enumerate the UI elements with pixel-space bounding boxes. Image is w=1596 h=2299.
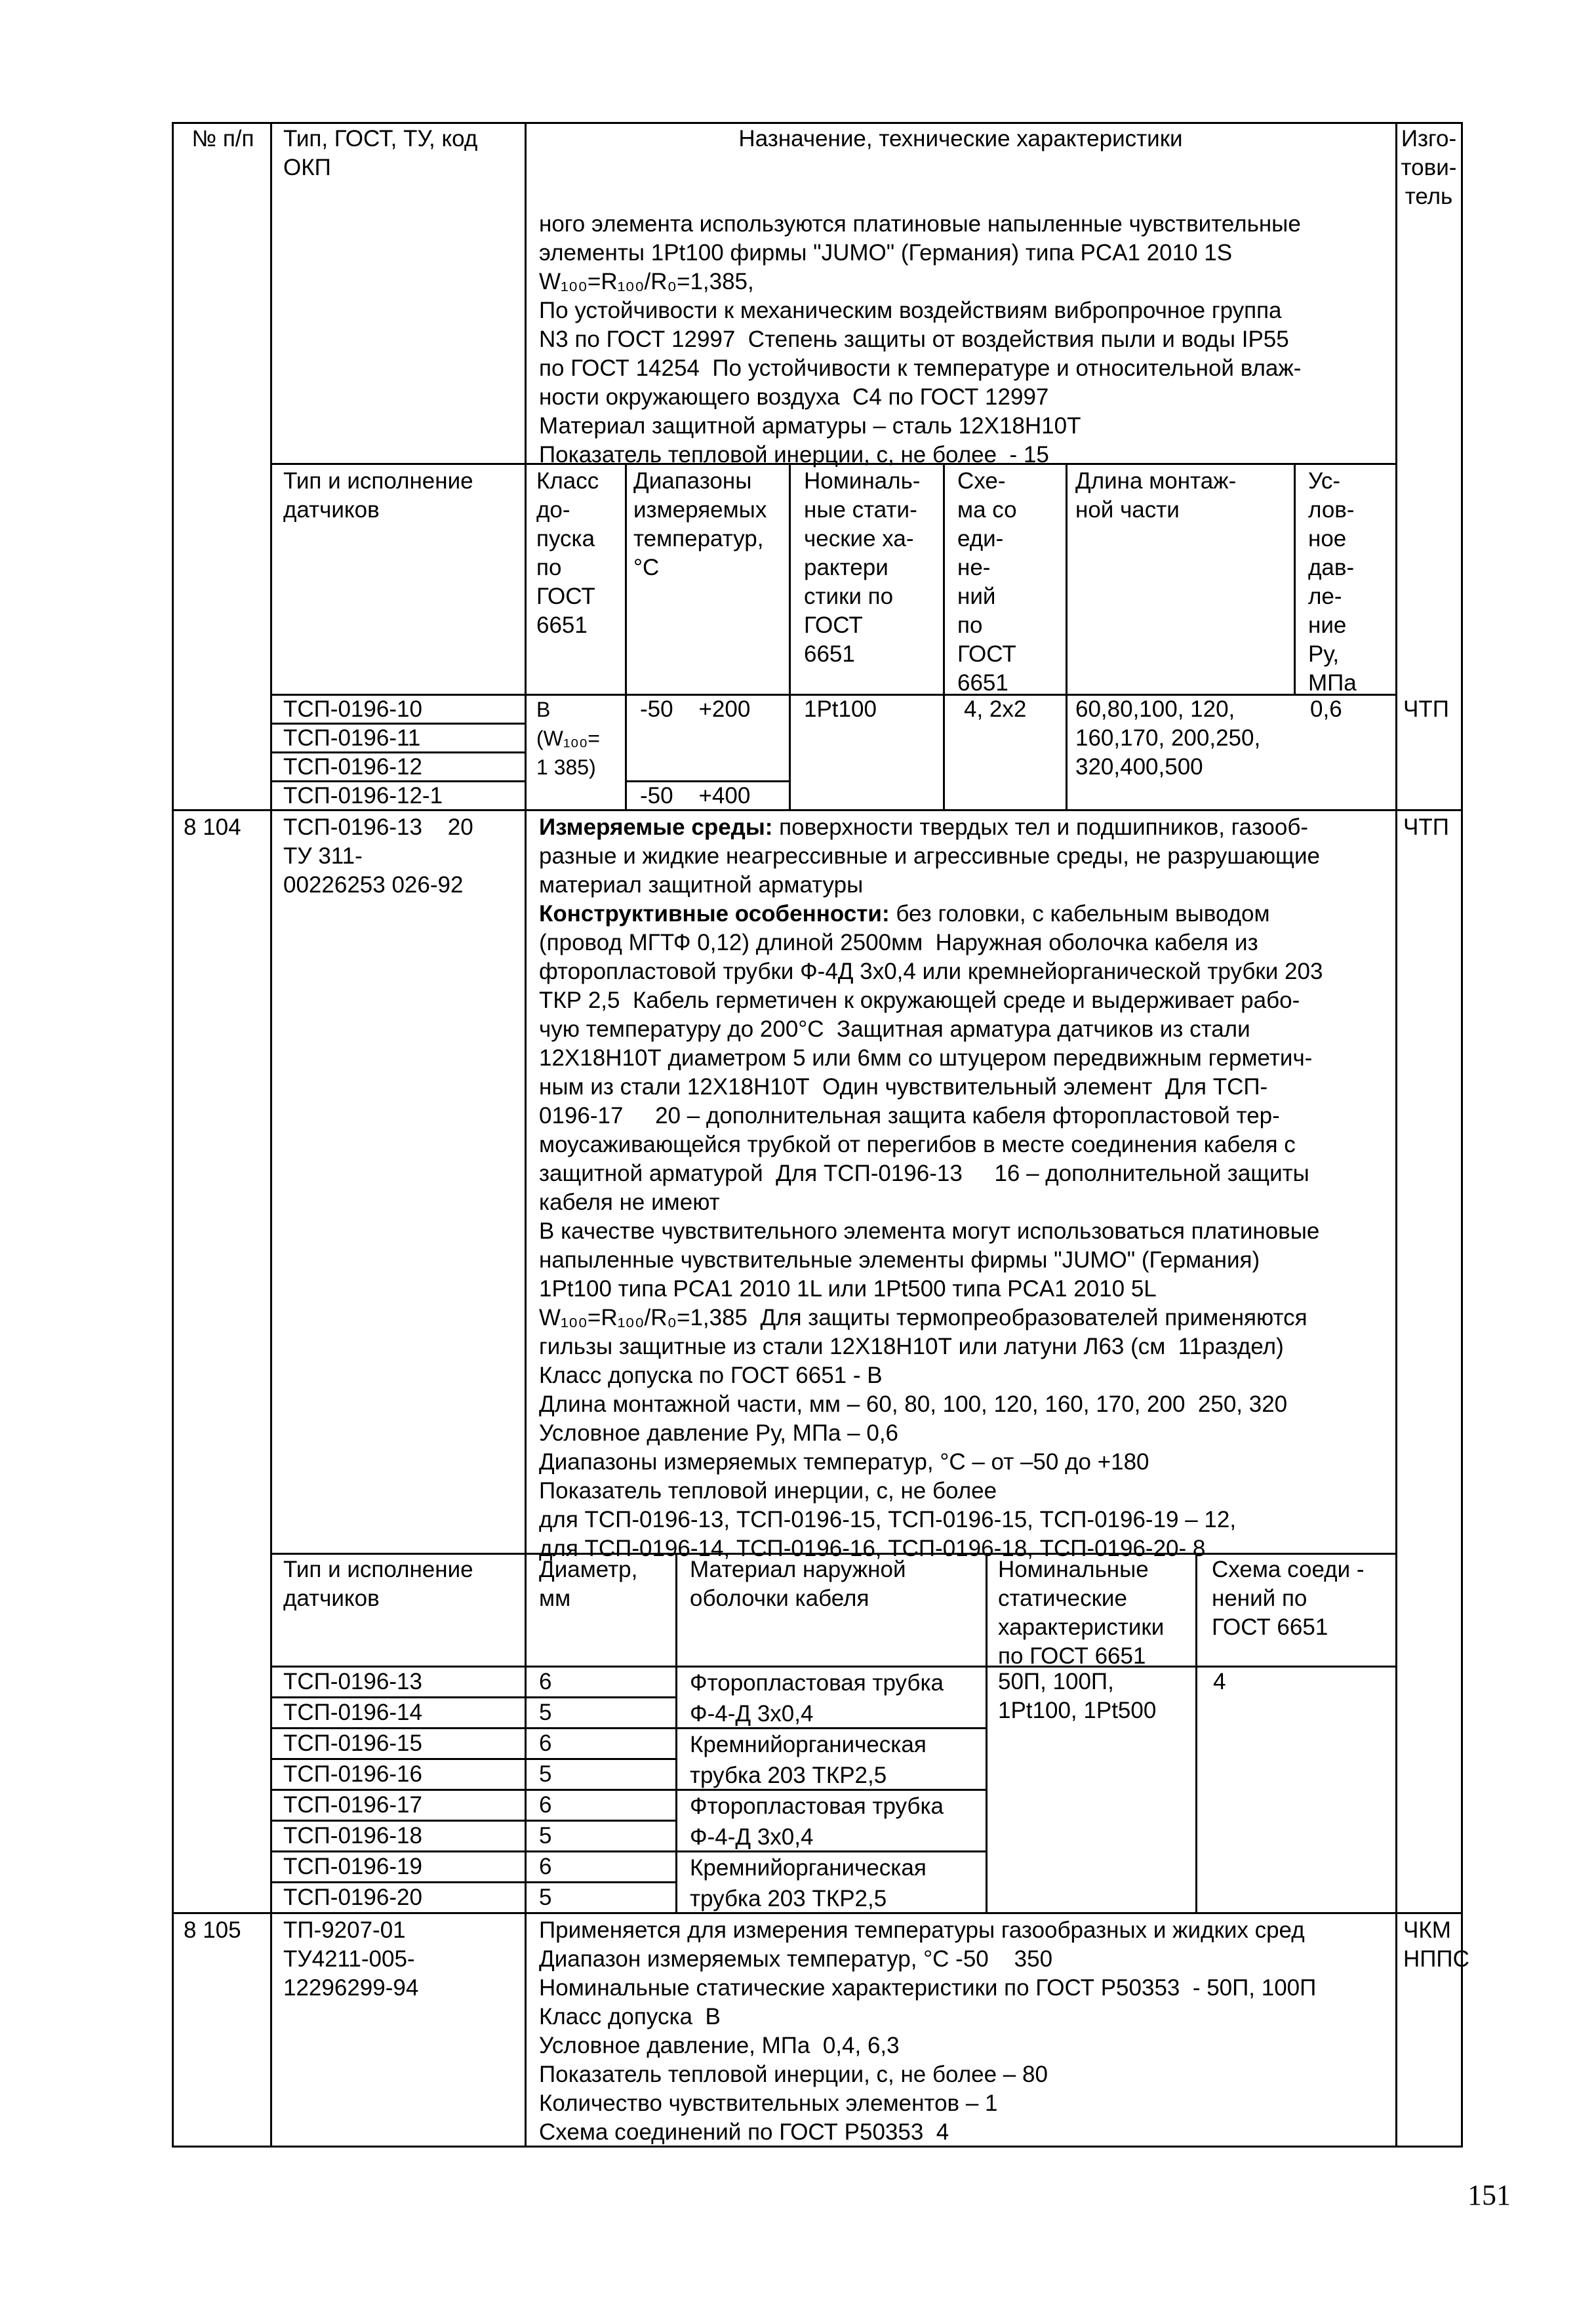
cont-line: по ГОСТ 14254 По устойчивости к температуре и относительной влаж-	[539, 355, 1302, 381]
header-purpose: Назначение, технические характеристики	[738, 126, 1183, 151]
header-type: Тип, ГОСТ, ТУ, код ОКП	[283, 126, 485, 180]
sub2-header-material: Материал наружной оболочки кабеля	[690, 1557, 906, 1611]
sub1-range-1: -50 +200	[640, 696, 751, 722]
sub2-header-diam: Диаметр, мм	[539, 1557, 638, 1611]
sub2-header-nsh: Номинальные статические характеристики по ГОСТ 6651	[998, 1557, 1165, 1669]
sub1-pressure-value: 0,6	[1310, 696, 1342, 722]
sub2-row-type: ТСП-0196-16	[283, 1761, 422, 1787]
sub2-diam: 5	[539, 1761, 552, 1787]
text-line: В качестве чувствительного элемента могут использоваться платиновые	[539, 1218, 1320, 1244]
sub1-row-type: ТСП-0196-12-1	[283, 783, 443, 809]
sub2-row-type: ТСП-0196-18	[283, 1823, 422, 1849]
sub2-row-type: ТСП-0196-20	[283, 1885, 422, 1910]
cont-line: ного элемента используются платиновые напыленные чувствительные	[539, 211, 1301, 237]
sub1-header-nsh: Номиналь- ные стати- ческие ха- рактери стики по ГОСТ 6651	[804, 468, 921, 667]
media-label: Измеряемые среды:	[539, 814, 773, 840]
cont-line: W₁₀₀=R₁₀₀/R₀=1,385,	[539, 269, 754, 294]
sub1-row-type: ТСП-0196-10	[283, 696, 422, 722]
sub2-material: Кремнийорганическая трубка 203 ТКР2,5	[690, 1732, 927, 1788]
text-line: Схема соединений по ГОСТ Р50353 4	[539, 2119, 949, 2145]
text-line: Условное давление, МПа 0,4, 6,3	[539, 2033, 900, 2058]
sub2-row-type: ТСП-0196-17	[283, 1792, 422, 1818]
sub1-scheme-value: 4, 2х2	[964, 696, 1027, 722]
sub2-row-type: ТСП-0196-15	[283, 1730, 422, 1756]
text-line: ным из стали 12Х18Н10Т Один чувствительный элемент Для ТСП-	[539, 1074, 1268, 1100]
sub2-header-scheme: Схема соеди - нений по ГОСТ 6651	[1212, 1557, 1365, 1640]
text-line: моусаживающейся трубкой от перегибов в месте соединения кабеля с	[539, 1132, 1296, 1157]
sub2-diam: 6	[539, 1792, 552, 1818]
text-line: для ТСП-0196-13, ТСП-0196-15, ТСП-0196-15, ТСП-0196-19 – 12,	[539, 1507, 1237, 1532]
cont-line: N3 по ГОСТ 12997 Степень защиты от воздействия пыли и воды IP55	[539, 327, 1289, 352]
entry-8105-text	[539, 1916, 1391, 2147]
sub1-class-value: B (W₁₀₀= 1 385)	[536, 698, 600, 779]
sub1-header-scheme: Схе- ма со еди- не- ний по ГОСТ 6651	[957, 468, 1017, 696]
sub2-label: Тип и исполнение датчиков	[283, 1557, 473, 1611]
text-line: Диапазоны измеряемых температур, °С – от –50 до +180	[539, 1449, 1149, 1475]
text-line: Применяется для измерения температуры газообразных и жидких сред	[539, 1917, 1305, 1943]
text-line: Условное давление Ру, МПа – 0,6	[539, 1420, 899, 1446]
text-line: гильзы защитные из стали 12Х18Н10Т или латуни Л63 (см 11раздел)	[539, 1334, 1284, 1359]
sub1-header-length: Длина монтаж- ной части	[1075, 468, 1237, 523]
sub2-nsh: 50П, 100П, 1Pt100, 1Pt500	[998, 1669, 1157, 1723]
sub1-header-class: Класс до- пуска по ГОСТ 6651	[536, 468, 599, 638]
constr-label: Конструктивные особенности:	[539, 901, 890, 927]
cont-line: По устойчивости к механическим воздействиям вибропрочное группа	[539, 298, 1282, 323]
sub2-row-type: ТСП-0196-14	[283, 1700, 422, 1725]
sub2-scheme: 4	[1213, 1669, 1226, 1694]
sub2-diam: 6	[539, 1730, 552, 1756]
sub1-label: Тип и исполнение датчиков	[283, 468, 473, 523]
sub1-header-range: Диапазоны измеряемых температур, °С	[633, 468, 767, 580]
text-line: Показатель тепловой инерции, с, не более	[539, 1478, 997, 1504]
entry-8104-num: 8 104	[184, 814, 241, 840]
cont-line: элементы 1Pt100 фирмы "JUMO" (Германия) типа PCA1 2010 1S	[539, 240, 1233, 266]
sub1-header-pressure: Ус- лов- ное дав- ле- ние Ру, МПа	[1308, 468, 1357, 696]
text-line: Показатель тепловой инерции, с, не более – 80	[539, 2062, 1048, 2087]
entry-8105-num: 8 105	[184, 1917, 241, 1943]
entry-8104-text	[539, 813, 1391, 1563]
continuation-text	[539, 210, 1391, 470]
media-line: разные и жидкие неагрессивные и агрессивные среды, не разрушающие	[539, 843, 1320, 869]
text-line: Диапазон измеряемых температур, °С -50 350	[539, 1946, 1053, 1972]
constr-line	[539, 900, 1391, 929]
sub1-nsh-value: 1Pt100	[804, 696, 877, 722]
text-line: чую температуру до 200°С Защитная арматура датчиков из стали	[539, 1016, 1250, 1042]
sub2-diam: 5	[539, 1885, 552, 1910]
media-line	[539, 813, 1391, 842]
text-line: ТКР 2,5 Кабель герметичен к окружающей среде и выдерживает рабо-	[539, 988, 1300, 1013]
sub1-maker: ЧТП	[1403, 696, 1449, 722]
sub1-length-value: 60,80,100, 120, 160,170, 200,250, 320,400,500	[1075, 696, 1261, 780]
sub2-diam: 5	[539, 1700, 552, 1725]
text-line: Номинальные статические характеристики по ГОСТ Р50353 - 50П, 100П	[539, 1975, 1317, 2001]
cont-line: Показатель тепловой инерции, с, не более - 15	[539, 442, 1049, 468]
text-line: фторопластовой трубки Ф-4Д 3х0,4 или кремнейорганической трубки 203	[539, 959, 1323, 984]
sub2-diam: 6	[539, 1669, 552, 1694]
page-number: 151	[1467, 2179, 1511, 2211]
sub2-material: Фторопластовая трубка Ф-4-Д 3х0,4	[690, 1670, 944, 1727]
header-num: № п/п	[191, 126, 254, 151]
sub2-row-type: ТСП-0196-19	[283, 1854, 422, 1879]
cont-line: Материал защитной арматуры – сталь 12Х18Н10Т	[539, 413, 1081, 439]
header-maker: Изго- тови- тель	[1401, 126, 1457, 209]
text-line: кабеля не имеют	[539, 1189, 720, 1215]
sub2-row-type: ТСП-0196-13	[283, 1669, 422, 1694]
text-line: 1Pt100 типа PCA1 2010 1L или 1Pt500 типа PCA1 2010 5L	[539, 1276, 1157, 1302]
text-line: Класс допуска В	[539, 2004, 721, 2029]
text-line: Длина монтажной части, мм – 60, 80, 100, 120, 160, 170, 200 250, 320	[539, 1391, 1288, 1417]
sub1-range-2: -50 +400	[640, 783, 751, 809]
text-line: W₁₀₀=R₁₀₀/R₀=1,385 Для защиты термопреобразователей применяются	[539, 1305, 1307, 1330]
text-line: Класс допуска по ГОСТ 6651 - В	[539, 1363, 883, 1388]
entry-8104-maker: ЧТП	[1403, 814, 1449, 840]
sub2-material: Кремнийорганическая трубка 203 ТКР2,5	[690, 1855, 927, 1911]
text-line: для ТСП-0196-14, ТСП-0196-16, ТСП-0196-18, ТСП-0196-20- 8	[539, 1536, 1206, 1561]
entry-8105-type: ТП-9207-01 ТУ4211-005- 12296299-94	[283, 1917, 419, 2001]
text-line: (провод МГТФ 0,12) длиной 2500мм Наружная оболочка кабеля из	[539, 930, 1258, 955]
text-line: защитной арматурой Для ТСП-0196-13 16 – дополнительной защиты	[539, 1161, 1309, 1186]
text-line: напыленные чувствительные элементы фирмы "JUMO" (Германия)	[539, 1247, 1260, 1273]
media-line: материал защитной арматуры	[539, 872, 864, 898]
entry-8104-type: ТСП-0196-13 20 ТУ 311- 00226253 026-92	[283, 814, 473, 898]
text-line: Количество чувствительных элементов – 1	[539, 2090, 998, 2116]
sub1-row-type: ТСП-0196-12	[283, 754, 422, 780]
text-line: 12Х18Н10Т диаметром 5 или 6мм со штуцером передвижным герметич-	[539, 1045, 1313, 1071]
sub2-material: Фторопластовая трубка Ф-4-Д 3х0,4	[690, 1793, 944, 1850]
media-text: поверхности твердых тел и подшипников, газооб-	[772, 814, 1309, 840]
sub2-diam: 5	[539, 1823, 552, 1849]
sub1-row-type: ТСП-0196-11	[283, 725, 421, 751]
entry-8105-maker: ЧКМ НППС	[1403, 1917, 1469, 1972]
cont-line: ности окружающего воздуха С4 по ГОСТ 12997	[539, 384, 1049, 410]
constr-text: без головки, с кабельным выводом	[889, 901, 1270, 927]
sub2-diam: 6	[539, 1854, 552, 1879]
text-line: 0196-17 20 – дополнительная защита кабеля фторопластовой тер-	[539, 1103, 1280, 1129]
